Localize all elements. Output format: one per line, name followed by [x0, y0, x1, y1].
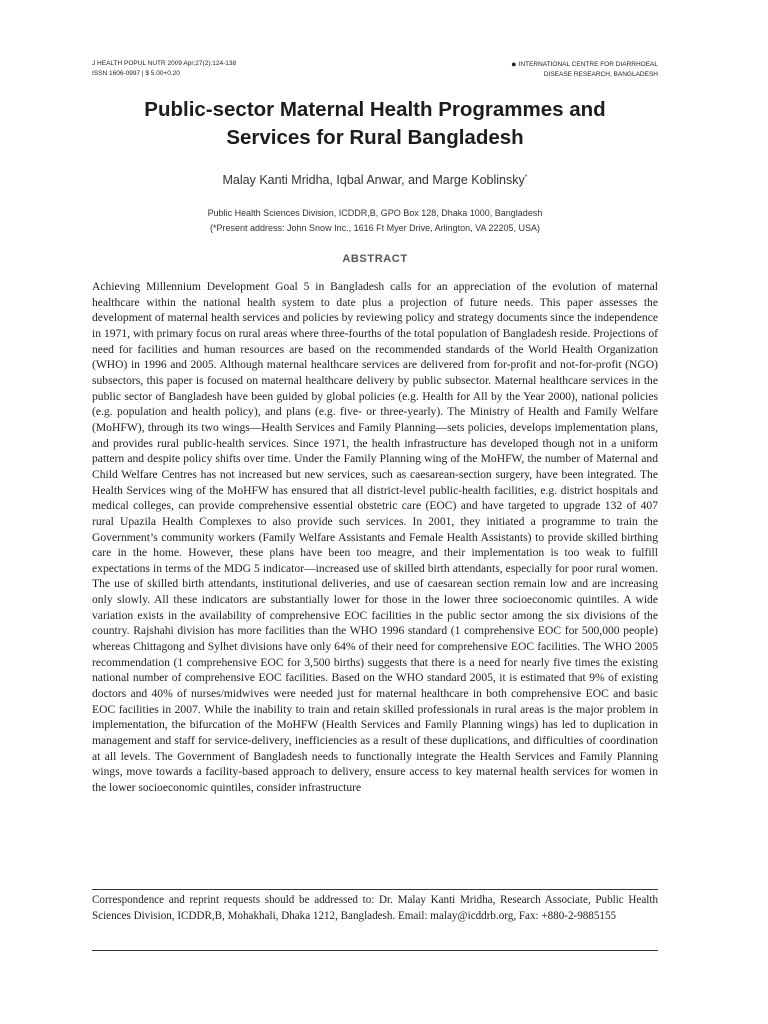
publisher-header [398, 59, 658, 80]
correspondence-footnote: Correspondence and reprint requests should be addressed to: Dr. Malay Kanti Mridha, Research Associate, Public Health Sciences Division, ICDDR,B, Mohakhali, Dhaka 1212, Bangladesh. Email: malay@icddrb.org, Fax: +880-2-9885155 [92, 894, 658, 922]
affiliation-line-1: Public Health Sciences Division, ICDDR,B, GPO Box 128, Dhaka 1000, Bangladesh [207, 208, 543, 218]
author-names: Malay Kanti Mridha, Iqbal Anwar, and Marge Koblinsky [222, 173, 525, 188]
article-title [92, 96, 658, 152]
issn-line: ISSN 1606-0997 | $ 5.00+0.20 [92, 70, 180, 77]
affiliation [92, 206, 658, 236]
journal-citation [92, 59, 372, 79]
abstract-heading: ABSTRACT [342, 253, 408, 265]
article-title-line-1: Public-sector Maternal Health Programmes and [144, 98, 606, 121]
journal-line: J HEALTH POPUL NUTR 2009 Apr;27(2):124-138 [92, 60, 237, 67]
publisher-line-2: DISEASE RESEARCH, BANGLADESH [543, 71, 658, 78]
author-list [92, 170, 658, 188]
author-note-mark: * [524, 174, 528, 181]
footnote-divider-bottom [92, 950, 658, 951]
publisher-bullet-icon: ● [511, 59, 517, 69]
article-title-line-2: Services for Rural Bangladesh [226, 126, 524, 149]
affiliation-line-2: (*Present address: John Snow Inc., 1616 Ft Myer Drive, Arlington, VA 22205, USA) [210, 223, 540, 233]
abstract-body: Achieving Millennium Development Goal 5 in Bangladesh calls for an appreciation of the evolution of maternal healthcare within the national health system to date plus a projection of future needs. This paper assesses the development of maternal health services and policies by reviewing policy and strategy documents since the independence in 1971, with primary focus on rural areas where three-fourths of the total population of Bangladesh reside. Projections of need for facilities and human resources are based on the recommended standards of the World Health Organization (WHO) in 1996 and 2005. Although maternal healthcare services are delivered from for-profit and not-for-profit (NGO) subsectors, this paper is focused on maternal healthcare delivery by public subsector. Maternal healthcare services in the public sector of Bangladesh have been guided by global policies (e.g. Health for All by the Year 2000), national policies (e.g. population and health policy), and plans (e.g. five- or three-yearly). The Ministry of Health and Family Welfare (MoHFW), through its two wings—Health Services and Family Planning—sets policies, develops implementation plans, and provides rural public-health services. Since 1971, the health infrastructure has developed though not in a uniform pattern and despite policy shifts over time. Under the Family Planning wing of the MoHFW, the number of Maternal and Child Welfare Centres has not increased but new services, such as caesarean-section surgery, have been integrated. The Health Services wing of the MoHFW has ensured that all district-level public-health facilities, e.g. district hospitals and medical colleges, can provide comprehensive essential obstetric care (EOC) and have targeted to upgrade 132 of 407 rural Upazila Health Complexes to also provide such services. In 2001, they initiated a programme to train the Government’s community workers (Family Welfare Assistants and Female Health Assistants) to provide skilled birthing care in the home. However, these plans have been too meagre, and their implementation is too weak to fulfill expectations in terms of the MDG 5 indicator—increased use of skilled birth attendants, especially for poor rural women. The use of skilled birth attendants, institutional deliveries, and use of caesarean section remain low and are increasing only slowly. All these indicators are substantially lower for those in the lower three socioeconomic quintiles. A wide variation exists in the availability of comprehensive EOC facilities in the public sector among the six divisions of the country. Rajshahi division has more facilities than the WHO 1996 standard (1 comprehensive EOC for 500,000 people) whereas Chittagong and Sylhet divisions have only 64% of their need for comprehensive EOC facilities. The WHO 2005 recommendation (1 comprehensive EOC for 3,500 births) suggests that there is a need for nearly five times the existing national number of comprehensive EOC facilities. Based on the WHO standard 2005, it is estimated that 9% of existing doctors and 40% of nurses/midwives were needed just for maternal healthcare in both comprehensive EOC and basic EOC facilities in 2007. While the inability to train and retain skilled professionals in rural areas is the major problem in implementation, the bifurcation of the MoHFW (Health Services and Family Planning wings) has led to duplication in management and staff for service-delivery, inefficiencies as a result of these duplications, and difficulties of coordination at all levels. The Government of Bangladesh needs to functionally integrate the Health Services and Family Planning wings, move towards a facility-based approach to delivery, ensure access to key maternal health services for women in the lower socioeconomic quintiles, consider infrastructure [92, 280, 658, 794]
publisher-line-1: INTERNATIONAL CENTRE FOR DIARRHOEAL [518, 61, 658, 68]
footnote-divider-top [92, 889, 658, 890]
